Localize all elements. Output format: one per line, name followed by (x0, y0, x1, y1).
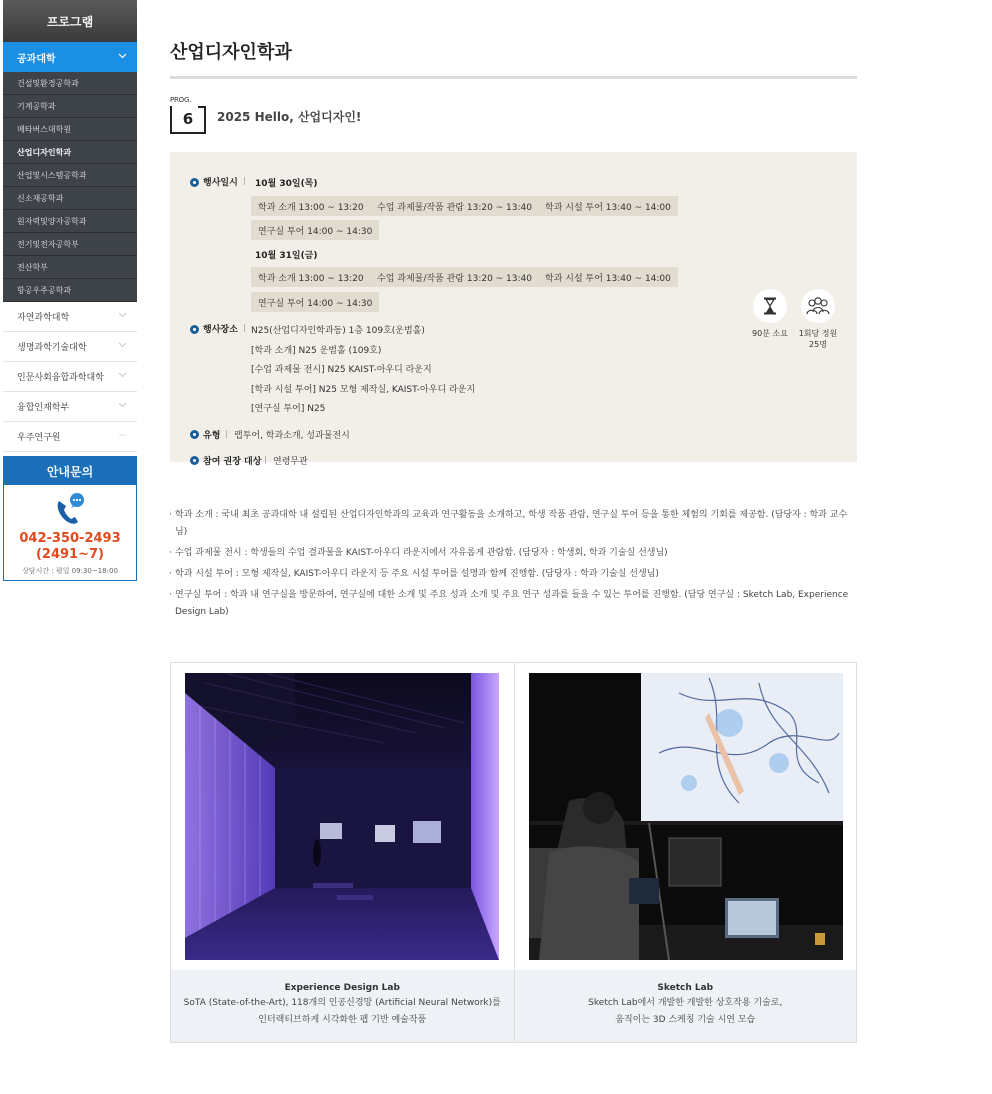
program-number: 6 (170, 106, 206, 134)
inquiry-hours: 상담시간 : 평일 09:30~18:00 (22, 567, 118, 575)
inquiry-extension: (2491~7) (35, 547, 104, 562)
separator: | (243, 176, 246, 185)
schedule-chip: 연구실 투어 14:00 ~ 14:30 (251, 220, 379, 240)
place-line: [수업 과제물 전시] N25 KAIST-아우디 라운지 (251, 365, 432, 375)
minus-icon (118, 432, 127, 441)
phone-icon (53, 491, 87, 527)
chevron-down-icon (118, 402, 127, 411)
page-title: 산업디자인학과 (170, 42, 292, 63)
chevron-down-icon (118, 342, 127, 351)
schedule-chip: 학과 소개 13:00 ~ 13:20 (251, 267, 371, 287)
schedule-chip: 학과 시설 투어 13:40 ~ 14:00 (538, 267, 678, 287)
sketch-demo-photo (529, 673, 843, 960)
bullet-icon (190, 325, 199, 334)
target-label: 참여 권장 대상 (203, 457, 262, 467)
capacity-text: 1회당 정원 (798, 329, 838, 338)
inquiry-title: 안내문의 (4, 457, 136, 485)
sidebar-category-humanities[interactable] (3, 362, 137, 392)
type-label: 유형 (203, 431, 221, 441)
sidebar-sub-list (3, 72, 137, 302)
capacity-text: 25명 (809, 340, 827, 349)
schedule-chip: 학과 소개 13:00 ~ 13:20 (251, 196, 371, 216)
inquiry-box (3, 456, 137, 581)
place-line: [학과 시설 투어] N25 모형 제작실, KAIST-아우디 라운지 (251, 385, 476, 395)
gallery-card-sketch-lab (514, 663, 857, 1042)
schedule-date: 10월 31일(금) (255, 251, 318, 261)
gallery-caption (171, 970, 514, 1042)
sidebar-item-industrial-design[interactable]: 산업디자인학과 (3, 141, 137, 164)
sidebar-category-label: 공과대학 (17, 53, 56, 65)
duration-badge (744, 289, 796, 339)
caption-line: 인터랙티브하게 시각화한 펩 기반 예술작품 (258, 1015, 427, 1025)
program-label: PROG. (170, 96, 192, 104)
caption-line: Sketch Lab에서 개발한 개발한 상호작용 기술로, (588, 998, 783, 1008)
gallery-card-experience-design (171, 663, 514, 1042)
sidebar-item-civil[interactable]: 건설및환경공학과 (3, 72, 137, 95)
caption-title: Experience Design Lab (284, 983, 400, 993)
program-number-box (170, 96, 194, 128)
sidebar-item-metaverse[interactable]: 메타버스대학원 (3, 118, 137, 141)
exhibition-room-photo (185, 673, 499, 960)
chevron-down-icon (118, 312, 127, 321)
bullet-icon (190, 430, 199, 439)
schedule-chip: 학과 시설 투어 13:40 ~ 14:00 (538, 196, 678, 216)
sidebar-category-label: 융합인재학부 (17, 403, 70, 413)
sidebar-category-label: 생명과학기술대학 (17, 343, 87, 353)
title-divider (170, 76, 857, 79)
sidebar (3, 0, 137, 581)
sidebar-item-electrical[interactable]: 전기및전자공학부 (3, 233, 137, 256)
bullet-icon (190, 456, 199, 465)
chevron-down-icon (118, 53, 127, 62)
group-people-icon (801, 289, 835, 323)
inquiry-phone[interactable]: 042-350-2493 (19, 531, 121, 546)
gallery-caption (515, 970, 857, 1042)
sidebar-item-nuclear[interactable]: 원자력및양자공학과 (3, 210, 137, 233)
chevron-down-icon (118, 372, 127, 381)
place-line: N25(산업디자인학과동) 1층 109호(운범홀) (251, 326, 425, 336)
sidebar-item-materials[interactable]: 신소재공학과 (3, 187, 137, 210)
description-item: · 학과 시설 투어 : 모형 제작실, KAIST-아우디 라운지 등 주요 시설 투어를 설명과 함께 진행함. (담당자 : 학과 기술실 선생님) (170, 566, 857, 583)
schedule-chip: 연구실 투어 14:00 ~ 14:30 (251, 292, 379, 312)
event-info-box (170, 152, 857, 467)
program-descriptions (170, 507, 857, 625)
capacity-badge (792, 289, 844, 350)
sidebar-category-convergence[interactable] (3, 392, 137, 422)
type-value: 랩투어, 학과소개, 성과물전시 (234, 431, 350, 441)
place-line: [연구실 투어] N25 (251, 404, 326, 414)
sidebar-category-space[interactable] (3, 422, 137, 452)
program-title: 2025 Hello, 산업디자인! (217, 110, 362, 124)
sidebar-item-aerospace[interactable]: 항공우주공학과 (3, 279, 137, 302)
target-value: 연령무관 (273, 457, 308, 467)
sidebar-category-label: 우주연구원 (17, 433, 61, 443)
schedule-date: 10월 30일(목) (255, 179, 318, 189)
description-item: · 연구실 투어 : 학과 내 연구실을 방문하여, 연구실에 대한 소개 및 주요 성과 소개 및 주요 연구 성과를 들을 수 있는 투어를 진행함. (담당 연구실 : Sketch Lab, Experience Design Lab) (170, 587, 857, 621)
description-item: · 수업 과제물 전시 : 학생들의 수업 결과물을 KAIST-아우디 라운지에서 자유롭게 관람함. (담당자 : 학생회, 학과 기술실 선생님) (170, 545, 857, 562)
sidebar-item-computing[interactable]: 전산학부 (3, 256, 137, 279)
separator: | (264, 455, 267, 464)
caption-line: SoTA (State-of-the-Art), 118개의 인공신경망 (Artificial Neural Network)를 (183, 998, 501, 1008)
sidebar-category-engineering[interactable] (3, 42, 137, 72)
description-item: · 학과 소개 : 국내 최초 공과대학 내 설립된 산업디자인학과의 교육과 연구활동을 소개하고, 학생 작품 관람, 연구실 투어 등을 통한 체험의 기회를 제공함. (담당자 : 학과 교수님) (170, 507, 857, 541)
lab-gallery (170, 662, 857, 1043)
sidebar-category-natural-science[interactable] (3, 302, 137, 332)
sidebar-item-industrial-systems[interactable]: 산업및시스템공학과 (3, 164, 137, 187)
separator: | (243, 323, 246, 332)
schedule-chip: 수업 과제물/작품 관람 13:20 ~ 13:40 (370, 196, 539, 216)
caption-title: Sketch Lab (657, 983, 714, 993)
bullet-icon (190, 178, 199, 187)
sidebar-category-label: 자연과학대학 (17, 313, 70, 323)
schedule-label: 행사일시 (203, 178, 238, 188)
duration-text: 90분 소요 (752, 329, 788, 338)
sidebar-category-life-science[interactable] (3, 332, 137, 362)
schedule-chip: 수업 과제물/작품 관람 13:20 ~ 13:40 (370, 267, 539, 287)
caption-line: 움직이는 3D 스케칭 기술 시연 모습 (615, 1015, 756, 1025)
sidebar-category-label: 인문사회융합과학대학 (17, 373, 104, 383)
separator: | (225, 429, 228, 438)
place-label: 행사장소 (203, 325, 238, 335)
sidebar-header: 프로그램 (3, 0, 137, 42)
sidebar-item-mechanical[interactable]: 기계공학과 (3, 95, 137, 118)
hourglass-icon (753, 289, 787, 323)
place-line: [학과 소개] N25 운범홀 (109호) (251, 346, 382, 356)
